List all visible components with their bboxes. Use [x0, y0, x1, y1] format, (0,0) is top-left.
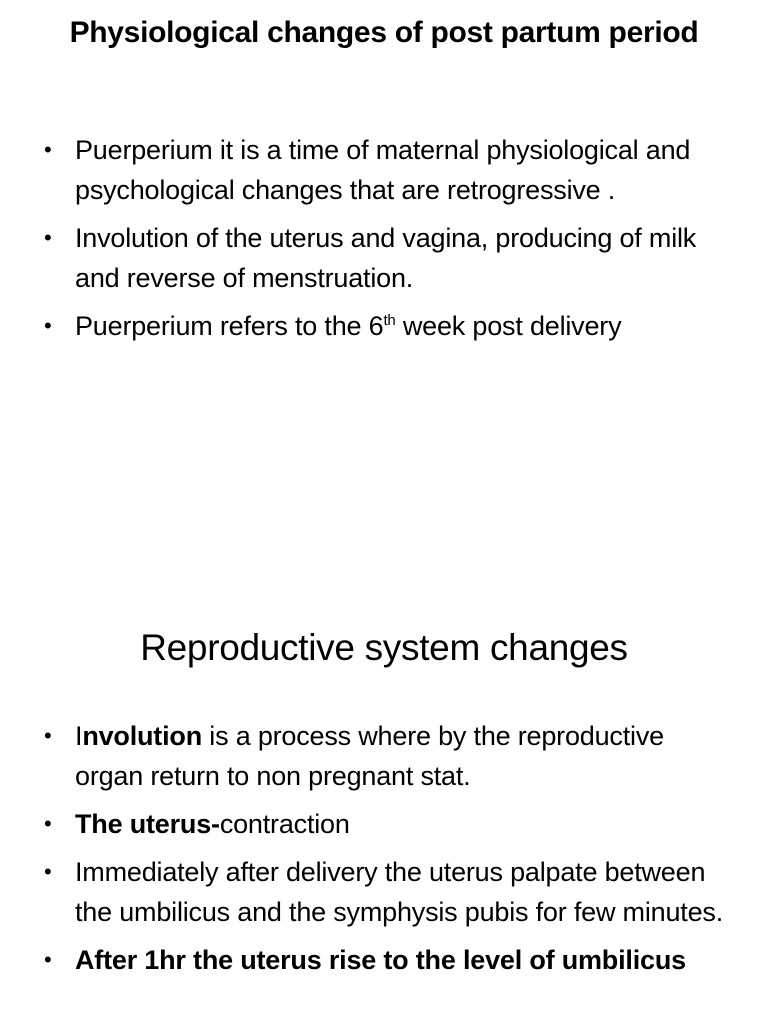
bullet-text: After 1hr the uterus rise to the level of umbilicus	[75, 945, 686, 975]
bullet-dot: •	[44, 811, 52, 836]
bullet-prefix: I	[75, 721, 83, 751]
slide-2	[0, 512, 768, 1024]
bullet-dot: •	[44, 313, 52, 338]
bullet-item	[44, 716, 734, 796]
bullet-text-before: Puerperium refers to the 6	[75, 311, 384, 341]
slide-1-title: Physiological changes of post partum period	[69, 16, 699, 49]
bullet-rest: is a process where by the reproductive organ return to non pregnant stat.	[75, 721, 664, 791]
bullet-bold-term: nvolution	[82, 721, 202, 751]
bullet-item	[44, 940, 734, 980]
slide-2-bullet-list	[44, 716, 734, 988]
bullet-bold-term: The uterus-	[75, 809, 220, 839]
bullet-dot: •	[44, 947, 52, 972]
bullet-item	[44, 130, 734, 210]
bullet-text: Puerperium it is a time of maternal physiological and psychological changes that are retrogressive .	[75, 135, 691, 205]
slide-2-title: Reproductive system changes	[140, 627, 628, 668]
bullet-text-after: week post delivery	[395, 311, 622, 341]
bullet-item	[44, 804, 734, 844]
bullet-text: Immediately after delivery the uterus palpate between the umbilicus and the symphysis pubis for few minutes.	[75, 857, 723, 927]
bullet-dot: •	[44, 859, 52, 884]
slide-1-bullet-list	[44, 130, 734, 354]
bullet-text	[75, 721, 664, 791]
bullet-dot: •	[44, 723, 52, 748]
bullet-text	[75, 809, 350, 839]
bullet-item	[44, 218, 734, 298]
ordinal-superscript: th	[383, 312, 396, 329]
bullet-rest: contraction	[219, 809, 350, 839]
bullet-text: Involution of the uterus and vagina, producing of milk and reverse of menstruation.	[75, 223, 697, 293]
bullet-dot: •	[44, 225, 52, 250]
bullet-item	[44, 852, 734, 932]
bullet-item	[44, 306, 734, 346]
bullet-dot: •	[44, 137, 52, 162]
bullet-text	[75, 311, 621, 341]
